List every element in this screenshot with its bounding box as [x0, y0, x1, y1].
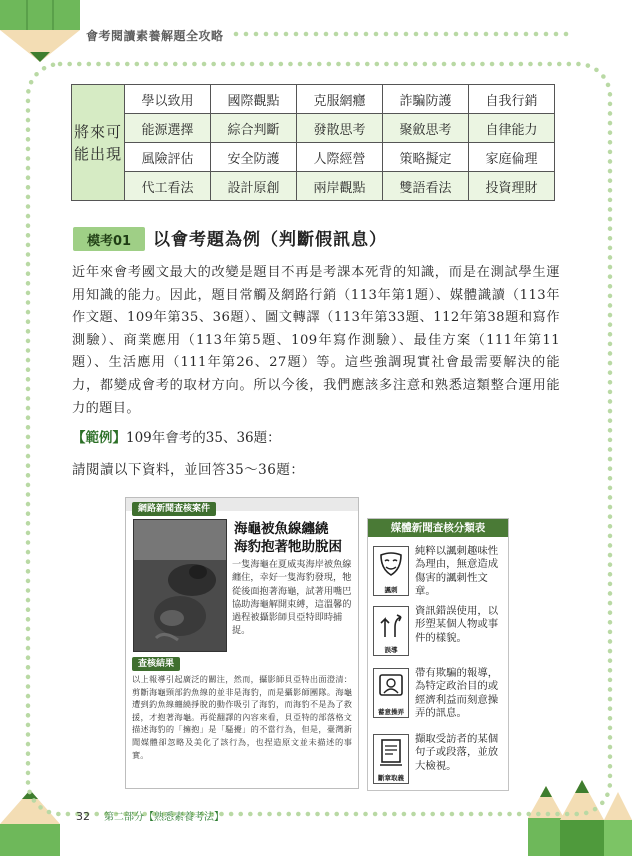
skill-cell: 學以致用 — [125, 85, 211, 114]
category-panel-title: 媒體新聞查核分類表 — [368, 519, 508, 537]
skill-cell: 克服網癮 — [297, 85, 383, 114]
skill-cell: 家庭倫理 — [469, 143, 555, 172]
category-label: 諷刺 — [384, 586, 398, 594]
footer-part: 第二部分【熟悉素養考法】 — [104, 812, 224, 823]
category-item — [371, 731, 505, 789]
skill-cell: 綜合判斷 — [211, 114, 297, 143]
skills-row-header: 將來可能出現 — [72, 85, 125, 201]
sea-turtle-photo — [133, 519, 227, 652]
news-tag: 網路新聞查核案件 — [132, 502, 216, 516]
category-label: 蓄意操弄 — [378, 708, 404, 716]
category-desc: 擷取受訪者的某個句子或段落，並放大檢視。 — [415, 733, 499, 772]
header-dots — [232, 30, 572, 38]
skills-table — [71, 84, 555, 201]
headline-line-1: 海龜被魚線纏繞 — [234, 521, 329, 537]
body-paragraph: 近年來會考國文最大的改變是題目不再是考課本死背的知識，而是在測試學生運用知識的能力。因此，題目常觸及網路行銷（113年第1題）、媒體識讀（113年作文題、109年第35、36題）、圖文轉譯（113年第33題、112年第38題和寫作測驗）、商業應用（113年第5題、109年寫作測驗）、最佳方案（111年第11題）、生活應用（111年第26、27題）等。這些強調現實社會最需要解決的能力，都變成會考的取材方向。所以今後，我們應該多注意和熟悉這類整合運用能力的題目。 — [72, 265, 560, 416]
satire-mask-icon — [373, 546, 409, 596]
out-of-context-icon — [373, 734, 409, 784]
page-footer — [76, 808, 224, 823]
news-figure — [125, 497, 359, 789]
headline-line-2: 海豹抱著牠助脫困 — [234, 539, 342, 555]
news-body: 一隻海龜在夏威夷海岸被魚線纏住，幸好一隻海豹發現，牠從後面抱著海龜，試著用嘴巴協助海龜解開束縛，這溫馨的過程被攝影師貝亞特即時捕捉。 — [232, 559, 352, 637]
skill-cell: 國際觀點 — [211, 85, 297, 114]
skill-cell: 安全防護 — [211, 143, 297, 172]
skill-cell: 詐騙防護 — [383, 85, 469, 114]
example-line: 【範例】109年會考的35、36題： — [72, 430, 281, 446]
manipulation-icon — [373, 668, 409, 718]
category-panel — [367, 518, 509, 791]
skill-cell: 自我行銷 — [469, 85, 555, 114]
page-number: 32 — [76, 810, 90, 823]
category-desc: 純粹以諷刺趣味性為理由，無意造成傷害的諷刺性文章。 — [415, 545, 499, 597]
skill-cell: 發散思考 — [297, 114, 383, 143]
check-result-tag: 查核結果 — [132, 657, 180, 671]
skill-cell: 投資理財 — [469, 172, 555, 201]
running-header: 會考閱讀素養解題全攻略 — [86, 29, 224, 43]
skill-cell: 能源選擇 — [125, 114, 211, 143]
skill-cell: 聚斂思考 — [383, 114, 469, 143]
category-desc: 資訊錯誤使用，以形塑某個人物或事件的樣貌。 — [415, 605, 499, 644]
category-label: 斷章取義 — [378, 774, 404, 782]
section-title: 以會考題為例（判斷假訊息） — [153, 230, 387, 250]
skill-cell: 策略擬定 — [383, 143, 469, 172]
skill-cell: 風險評估 — [125, 143, 211, 172]
skill-cell: 兩岸觀點 — [297, 172, 383, 201]
category-item — [371, 665, 505, 723]
category-desc: 帶有欺騙的報導，為特定政治目的或經濟利益而刻意操弄的訊息。 — [415, 667, 499, 719]
skill-cell: 雙語看法 — [383, 172, 469, 201]
skill-cell: 設計原創 — [211, 172, 297, 201]
skill-cell: 自律能力 — [469, 114, 555, 143]
category-label: 誤導 — [384, 646, 398, 654]
category-item — [371, 603, 505, 661]
news-headline — [234, 520, 356, 556]
misleading-arrows-icon — [373, 606, 409, 656]
category-item — [371, 543, 505, 601]
skill-cell: 代工看法 — [125, 172, 211, 201]
section-badge: 模考01 — [73, 227, 145, 251]
example-label: 範例 — [85, 430, 113, 446]
skill-cell: 人際經營 — [297, 143, 383, 172]
instruction-line: 請閱讀以下資料，並回答35～36題： — [72, 462, 305, 478]
example-text: 109年會考的35、36題： — [126, 430, 281, 446]
check-result-body: 以上報導引起廣泛的關注，然而，攝影師貝亞特出面澄清：剪斷海龜頸部釣魚線的並非是海豹，而是攝影師團隊。海龜遭到釣魚線纏繞掙脫的動作吸引了海豹，而海豹不是為了救援，才抱著海龜。再從翻譯的內容來看，貝亞特的部落格文描述海豹的「擁抱」是「騷擾」的不當行為，但是，臺灣新聞媒體卻忽略及美化了該行為，也捏造原文並未描述的事實。 — [132, 674, 352, 760]
